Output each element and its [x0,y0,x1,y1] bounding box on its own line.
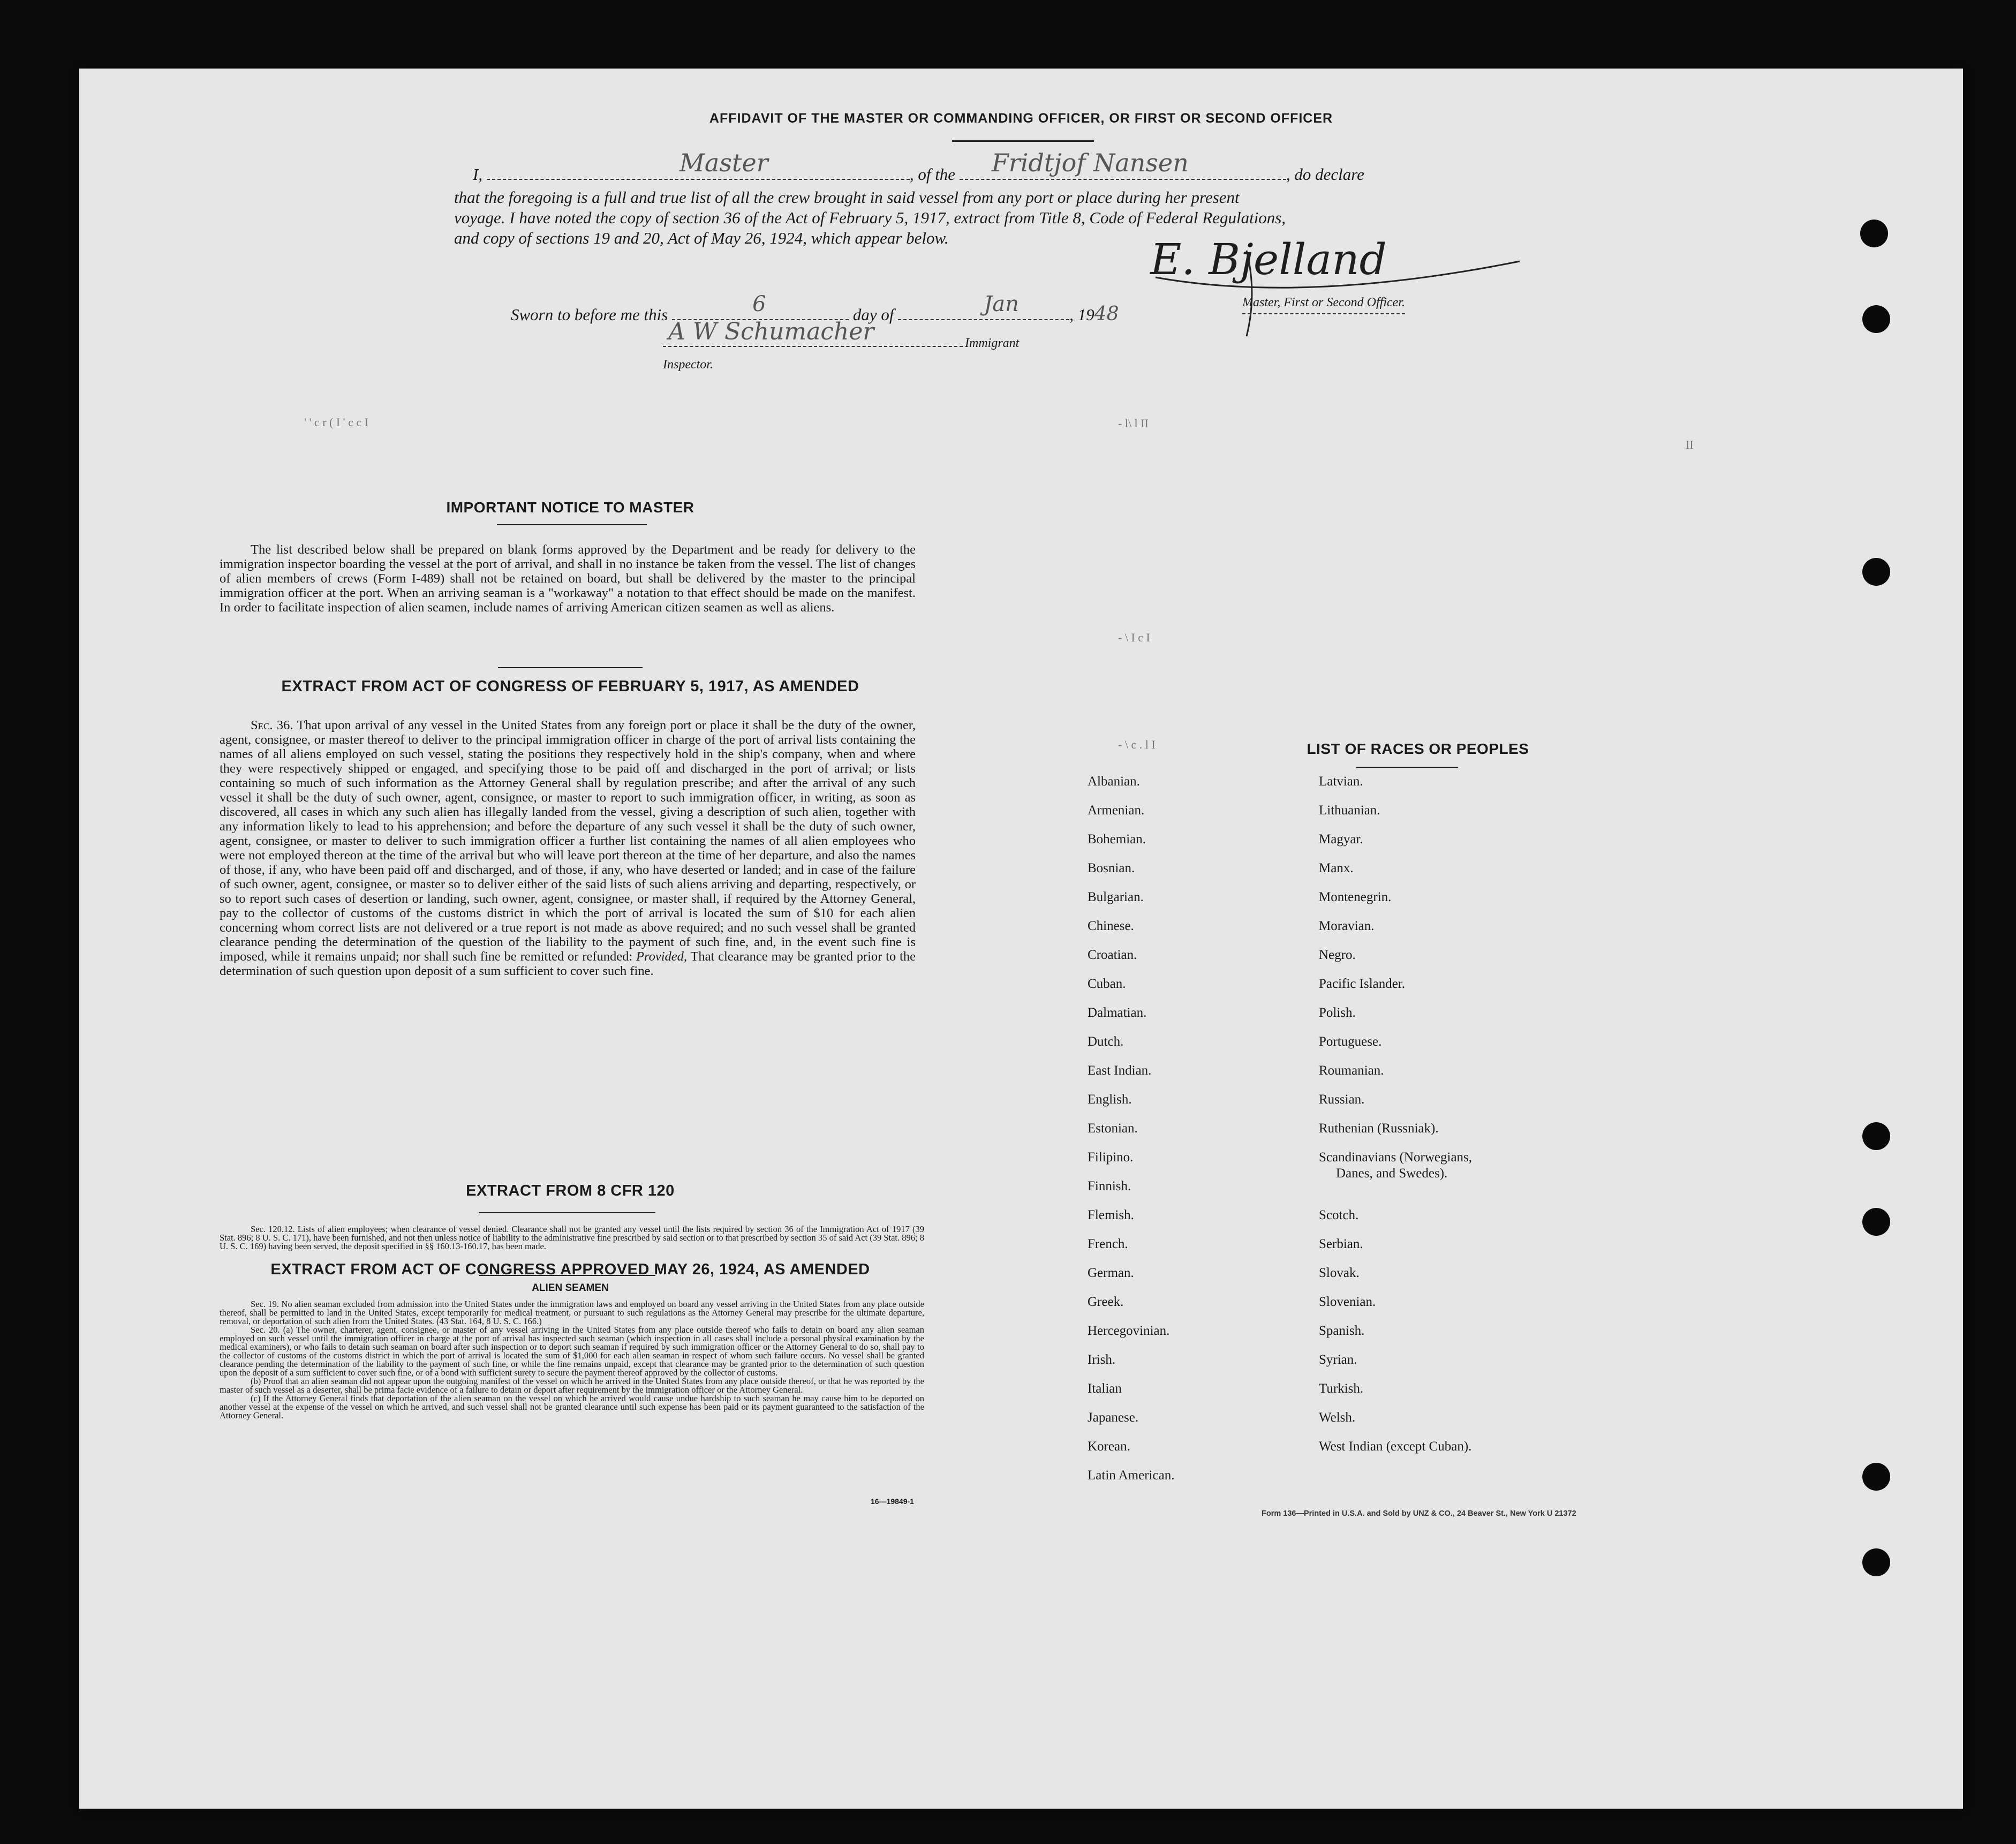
sworn-label: Sworn to before me this [511,305,668,324]
race-item: Croatian. [1088,948,1137,962]
of-the-label: , of the [909,165,956,184]
inspector-handwriting: A W Schumacher [668,318,874,345]
signature-handwriting: E. Bjelland [1150,235,1387,284]
race-item: Bulgarian. [1088,890,1144,904]
race-item: Slovenian. [1319,1295,1376,1309]
month-field [898,292,1069,320]
punch-hole [1862,1463,1890,1491]
vessel-field [960,148,1286,180]
section-36-text: That upon arrival of any vessel in the United States from any foreign port or place it shall be the duty of the owner, agent, consignee, or master thereof to deliver to the principal immigration officer in charge of the port of arrival lists containing the names of all aliens employed on such vessel, stating the positions they respectively hold in the ship's company, when and where they were respectively shipped or engaged, and specifying those to be paid off and discharged in the port of arrival; or lists containing so much of such information as the Attorney General shall by regulation prescribe; and after the arrival of any such vessel it shall be the duty of such owner, agent, consignee, or master to report to such immigration officer, in writing, as soon as discovered, all cases in which any such alien has illegally landed from the vessel, giving a description of such alien, together with any information likely to lead to his apprehension; and before the departure of any such vessel it shall be the duty of such owner, agent, consignee, or master to deliver to such immigration officer a further list containing the names of all alien employees who were not employed thereon at the time of the arrival but who will leave port thereon at the time of her departure, and also the names of those, if any, who have been paid off and discharged, and of those, if any, who have deserted or landed; and in case of the failure of such owner, agent, consignee, or master so to deliver either of the said lists of such aliens arriving and departing, respectively, or so to report such cases of desertion or landing, such owner, agent, consignee, or master shall, if required by the Attorney General, pay to the collector of customs of the customs district in which the port of arrival is located the sum of $10 for each alien concerning whom correct lists are not delivered or a true report is not made as above required; and no such vessel shall be granted clearance pending the determination of the question of the liability to the payment of such fine, and, in the event such fine is imposed, while it remains unpaid; nor shall such fine be remitted or refunded: [220,718,916,964]
do-declare-label: , do declare [1286,165,1364,184]
race-item: Japanese. [1088,1410,1139,1425]
sworn-line [511,292,1314,326]
race-item: Lithuanian. [1319,803,1380,818]
cfr-body: Sec. 120.12. Lists of alien employees; when clearance of vessel denied. Clearance shall not be granted any vessel until the lists required by section 36 of the Immigration Act of 1917 (39 Stat. 896; 8 U. S. C. 171), have been furnished, and not then unless notice of liability to the administrative fine prescribed by said section or to that prescribed by section 35 of said Act (39 Stat. 896; 8 U. S. C. 169) having been served, the deposit specified in §§ 160.13-160.17, has been made. [220,1224,924,1251]
race-item: Russian. [1319,1092,1365,1107]
race-item: Danes, and Swedes). [1336,1166,1448,1181]
punch-hole [1862,1548,1890,1576]
extract-1924-body [220,1300,924,1420]
race-item: Greek. [1088,1295,1124,1309]
races-left-column [1088,774,1312,1572]
section-20b-text: (b) Proof that an alien seaman did not appear upon the outgoing manifest of the vessel on which he arrived in the United States from any place outside thereof, or that he was reported by the master of such vessel as a deserter, shall be prima facie evidence of a failure to detain or deport after requirement by the immigration officer or the Attorney General. [220,1376,924,1395]
cfr-rule [479,1212,655,1213]
punch-hole [1862,1208,1890,1236]
race-item: Cuban. [1088,977,1126,991]
bleed-through-marks: - \ c . l I [1118,738,1156,751]
race-item: Irish. [1088,1352,1116,1367]
section-rule [498,667,643,668]
race-item: Latin American. [1088,1468,1175,1483]
cfr-heading: EXTRACT FROM 8 CFR 120 [466,1182,675,1199]
race-item: Moravian. [1319,919,1375,933]
race-item: Bohemian. [1088,832,1146,847]
day-handwriting: 6 [752,292,766,316]
i-label: I, [473,165,483,184]
section-20c-text: (c) If the Attorney General finds that deportation of the alien seaman on the vessel on which he arrived would cause undue hardship to such seaman he may cause him to be deported on another vessel at the expense of the vessel on which he arrived, and such vessel shall not be granted clearance until such expense has been paid or its payment guaranteed to the satisfaction of the Attorney General. [220,1393,924,1420]
race-item: Turkish. [1319,1381,1364,1396]
bleed-through-marks: II [1686,438,1694,451]
notice-rule [497,524,647,525]
year-handwriting: 48 [1094,303,1119,325]
race-item: Filipino. [1088,1150,1134,1165]
race-item: Portuguese. [1319,1034,1382,1049]
master-handwriting: Master [679,148,768,177]
race-item: Italian [1088,1381,1122,1396]
punch-hole [1862,558,1890,586]
form-code: 16—19849-1 [871,1497,914,1506]
race-item: Armenian. [1088,803,1145,818]
race-item: French. [1088,1237,1128,1251]
race-item: Spanish. [1319,1324,1365,1338]
officer-label: Master, First or Second Officer. [1242,292,1405,314]
race-item: East Indian. [1088,1063,1152,1078]
punch-hole [1860,220,1888,247]
bleed-through-marks: ' ' c r ( I ' c c I [304,415,368,429]
race-item: Latvian. [1319,774,1363,789]
inspector-label: Immigrant Inspector. [663,336,1020,372]
race-item: Manx. [1319,861,1354,875]
extract-1924-heading: EXTRACT FROM ACT OF CONGRESS APPROVED MAY 26, 1924, AS AMENDED [270,1261,870,1278]
race-item: Negro. [1319,948,1356,962]
provided-label: Provided, [636,949,688,964]
races-heading: LIST OF RACES OR PEOPLES [1307,740,1529,757]
section-36-label: Sec. 36. [251,718,293,732]
vessel-handwriting: Fridtjof Nansen [991,148,1189,177]
extract-1917-heading: EXTRACT FROM ACT OF CONGRESS OF FEBRUARY 5, 1917, AS AMENDED [281,678,859,695]
race-item: English. [1088,1092,1132,1107]
race-item: Welsh. [1319,1410,1356,1425]
bleed-through-marks: - l\ l II [1118,417,1149,430]
race-item: Ruthenian (Russniak). [1319,1121,1439,1136]
master-field [487,148,910,180]
race-item: Syrian. [1319,1352,1357,1367]
inspector-field [663,318,963,347]
race-item: Polish. [1319,1006,1356,1020]
race-item: Estonian. [1088,1121,1138,1136]
notice-heading: IMPORTANT NOTICE TO MASTER [446,499,694,516]
race-item: West Indian (except Cuban). [1319,1439,1472,1454]
alien-seamen-subheading: ALIEN SEAMEN [532,1282,609,1294]
declaration-para-3: and copy of sections 19 and 20, Act of May 26, 1924, which appear below. [454,229,949,247]
punch-hole [1862,305,1890,333]
inspector-line [663,318,1059,375]
section-36-tail: That clearance may be granted prior to the determination of such question upon deposit of a sum sufficient to cover such fine. [220,949,916,978]
race-item: German. [1088,1266,1134,1280]
bleed-through-marks: - \ I c I [1118,631,1150,644]
year-prefix: , 19 [1069,305,1094,324]
race-item: Albanian. [1088,774,1140,789]
day-of-label: day of [852,305,894,324]
race-item: Magyar. [1319,832,1363,847]
declaration-para-1: that the foregoing is a full and true list of all the crew brought in said vessel from any port or place during her present [454,188,1240,207]
races-rule [1356,767,1458,768]
punch-hole [1862,1122,1890,1150]
declaration-para-2: voyage. I have noted the copy of section 36 of the Act of February 5, 1917, extract from Title 8, Code of Federal Regulations, [454,208,1286,227]
declaration-line [473,148,1629,185]
section-20a-text: Sec. 20. (a) The owner, charterer, agent, consignee, or master of any vessel arriving in the United States from any place outside thereof who fails to detain on board any alien seaman employed on such vessel until the immigration officer in charge at the port of arrival has inspected such seaman (which inspection in all cases shall include a personal physical examination by the medical examiners), or who fails to detain such seaman on board after such inspection or to deport such seaman if required by such immigration officer or the Attorney General to do so, shall pay to the collector of customs of the customs district in which the port of arrival is located the sum of $1,000 for each alien seaman in respect of whom such failure occurs. No vessel shall be granted clearance pending the determination of the liability to the payment of such fine, or while the fine remains unpaid, except that clearance may be granted prior to the determination of such question upon the deposit of a sum sufficient to cover such fine, or of a bond with sufficient surety to secure the payment thereof approved by the collector of customs. [220,1325,924,1378]
race-item: Dutch. [1088,1034,1124,1049]
title-rule [952,140,1094,142]
extract-1917-body [220,718,916,978]
race-item: Slovak. [1319,1266,1360,1280]
race-item: Roumanian. [1319,1063,1384,1078]
race-item: Pacific Islander. [1319,977,1406,991]
race-item: Chinese. [1088,919,1134,933]
month-handwriting: Jan [984,292,1019,316]
section-19-text: Sec. 19. No alien seaman excluded from admission into the United States under the immigration laws and employed on board any vessel arriving in the United States from any place outside thereof, shall be permitted to land in the United States, except temporarily for medical treatment, or pursuant to such regulations as the Attorney General may prescribe for the ultimate departure, removal, or deportation of such alien from the United States. (43 Stat. 164, 8 U. S. C. 166.) [220,1299,924,1326]
race-item: Flemish. [1088,1208,1134,1222]
race-item: Bosnian. [1088,861,1135,875]
notice-body: The list described below shall be prepared on blank forms approved by the Department and be ready for delivery to the immigration inspector boarding the vessel at the port of arrival, and shall in no instance be taken from the vessel. The list of changes of alien members of crews (Form I-489) shall not be retained on board, but shall be delivered by the master to the principal immigration officer at the port. When an arriving seaman is a "workaway" a notation to that effect should be made on the manifest. In order to facilitate inspection of alien seamen, include names of arriving American citizen seamen as well as aliens. [220,542,916,615]
race-item: Korean. [1088,1439,1130,1454]
race-item: Hercegovinian. [1088,1324,1170,1338]
race-item: Dalmatian. [1088,1006,1147,1020]
affidavit-title: AFFIDAVIT OF THE MASTER OR COMMANDING OFFICER, OR FIRST OR SECOND OFFICER [709,111,1333,126]
race-item: Serbian. [1319,1237,1363,1251]
races-right-column [1319,774,1597,1572]
race-item: Scandinavians (Norwegians, [1319,1150,1473,1165]
form-footer: Form 136—Printed in U.S.A. and Sold by UNZ & CO., 24 Beaver St., New York U 21372 [1262,1509,1576,1518]
document-page [79,69,1963,1809]
race-item: Scotch. [1319,1208,1359,1222]
race-item: Montenegrin. [1319,890,1392,904]
race-item: Finnish. [1088,1179,1131,1193]
